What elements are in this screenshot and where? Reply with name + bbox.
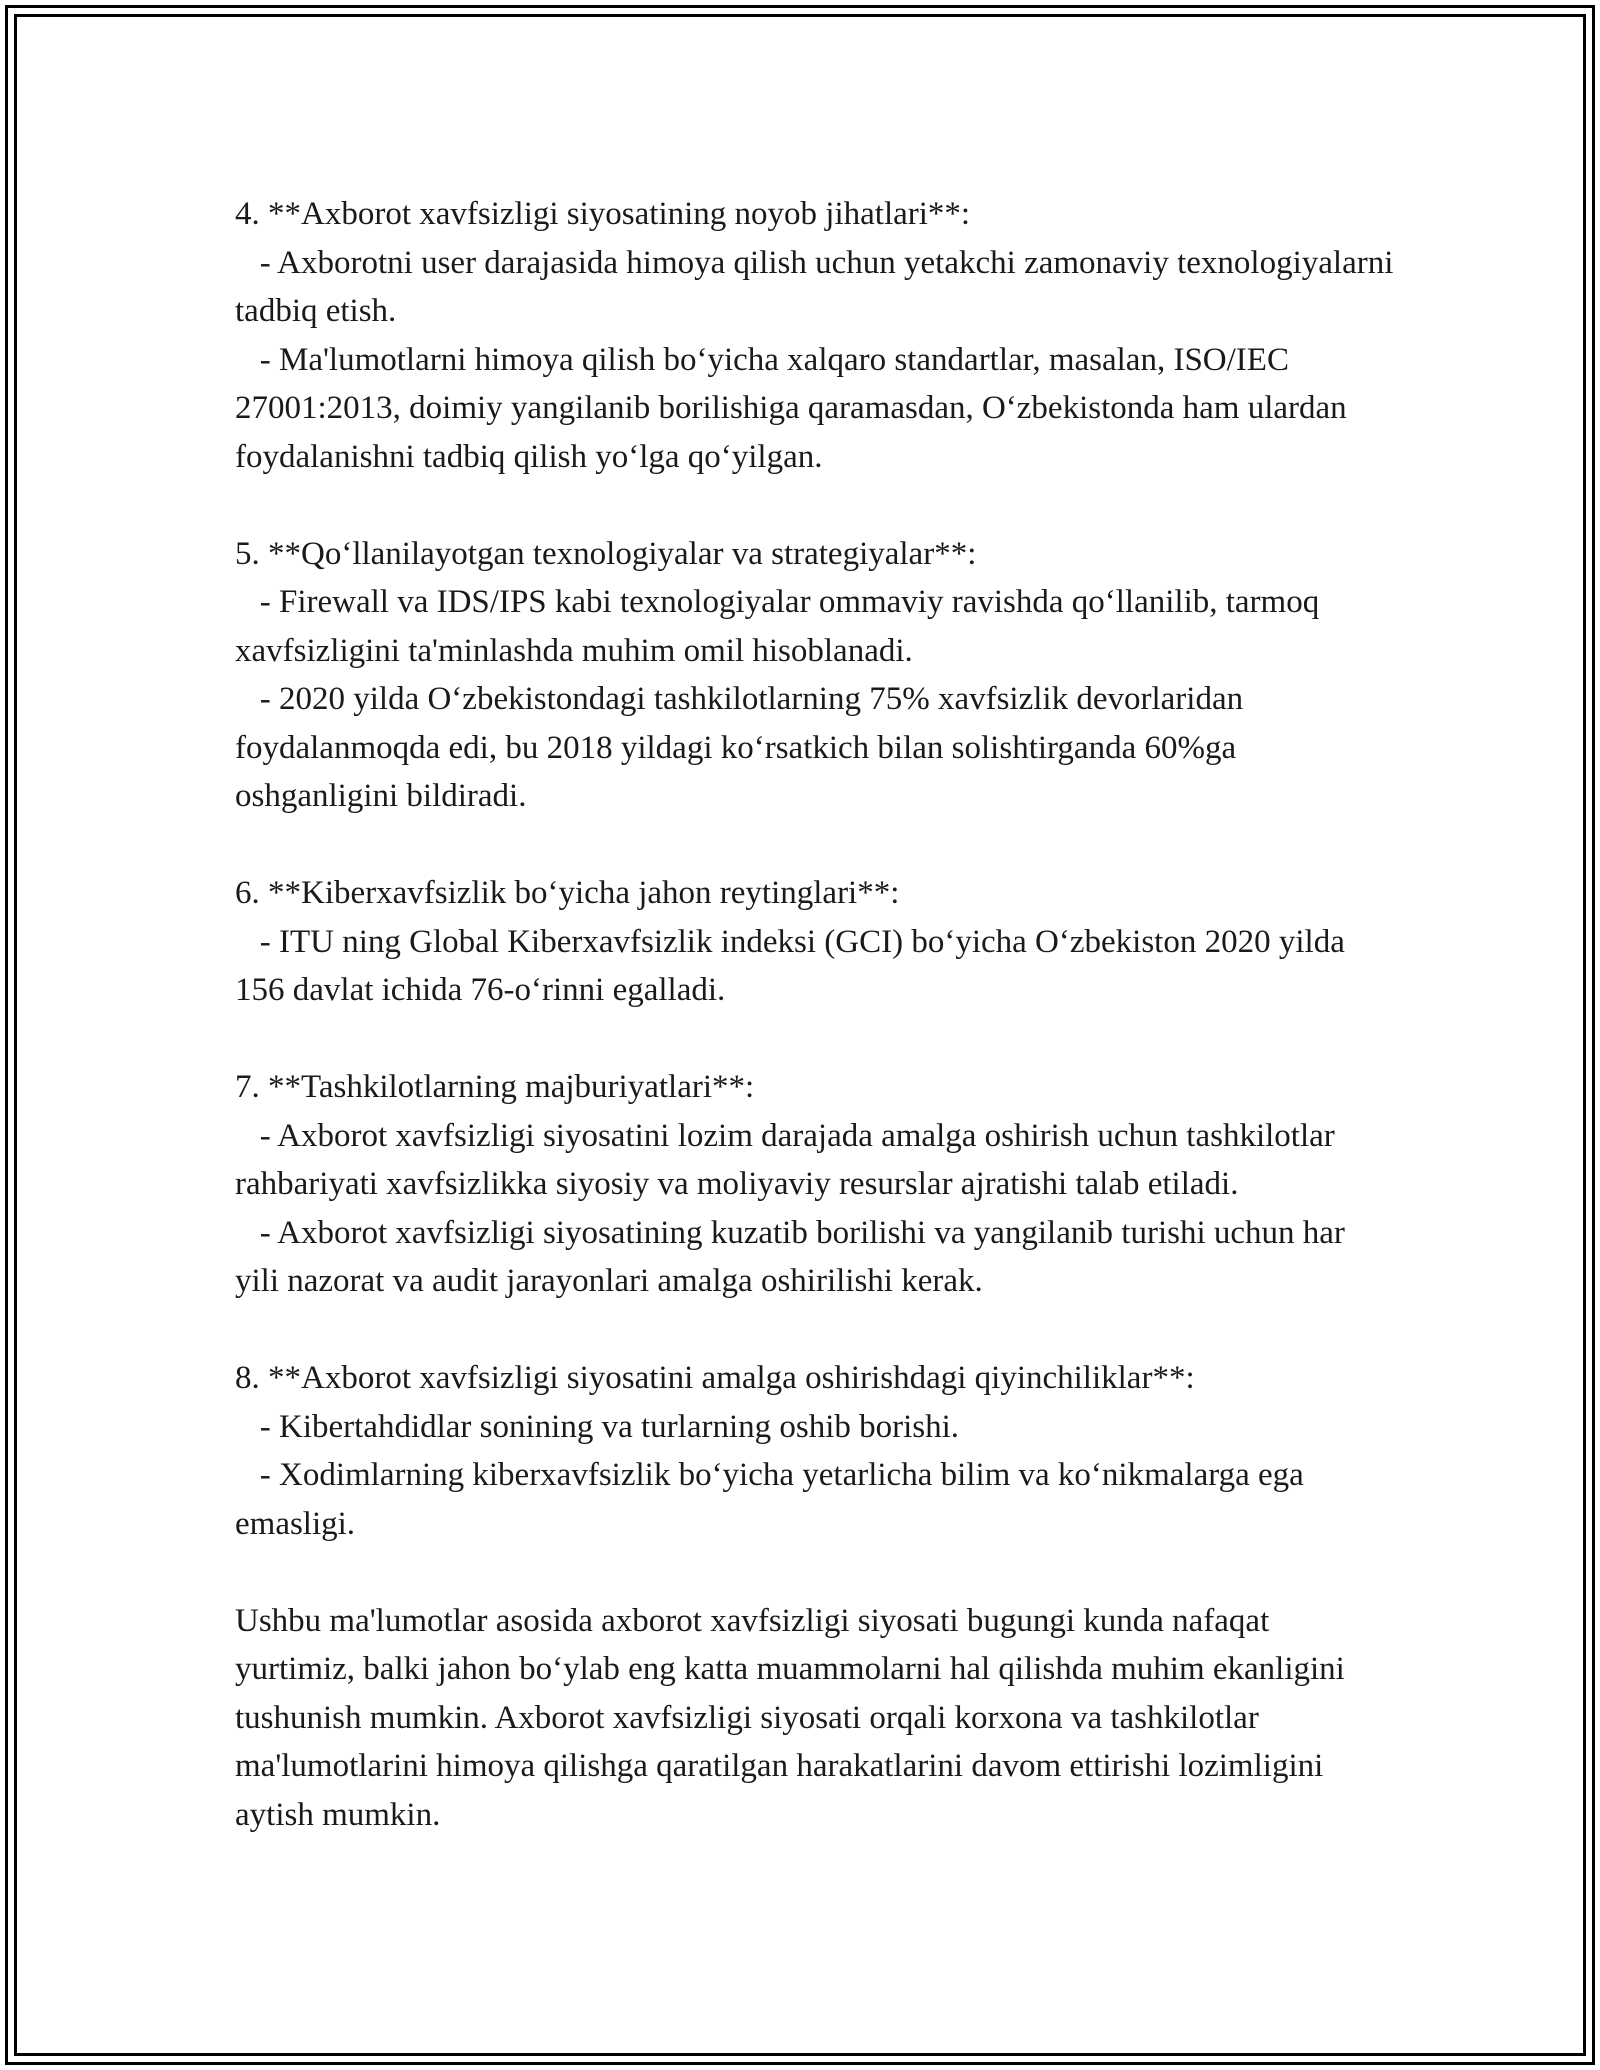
section-5 xyxy=(235,530,1395,821)
bullet-item: - Xodimlarning kiberxavfsizlik bo‘yicha yetarlicha bilim va ko‘nikmalarga ega emasligi. xyxy=(235,1457,1313,1542)
section-heading: 6. **Kiberxavfsizlik bo‘yicha jahon reytinglari**: xyxy=(235,875,900,911)
section-heading: 7. **Tashkilotlarning majburiyatlari**: xyxy=(235,1069,755,1105)
bullet-item: - Firewall va IDS/IPS kabi texnologiyalar ommaviy ravishda qo‘llanilib, tarmoq xavfsizligini ta'minlashda muhim omil hisoblanadi. xyxy=(235,584,1328,669)
bullet-item: - 2020 yilda O‘zbekistondagi tashkilotlarning 75% xavfsizlik devorlaridan foydalanmoqda edi, bu 2018 yildagi ko‘rsatkich bilan solishtirganda 60%ga oshganligini bildiradi. xyxy=(235,681,1252,814)
bullet-item: - Axborot xavfsizligi siyosatini lozim darajada amalga oshirish uchun tashkilotlar rahbariyati xavfsizlikka siyosiy va moliyaviy resurslar ajratishi talab etiladi. xyxy=(235,1117,1344,1202)
section-heading: 5. **Qo‘llanilayotgan texnologiyalar va strategiyalar**: xyxy=(235,535,977,572)
bullet-item: - Axborotni user darajasida himoya qilish uchun yetakchi zamonaviy texnologiyalarni tadbiq etish. xyxy=(235,244,1402,329)
bullet-item: - Ma'lumotlarni himoya qilish bo‘yicha xalqaro standartlar, masalan, ISO/IEC 27001:2013, doimiy yangilanib borilishiga qaramasdan, O‘zbekistonda ham ulardan foydalanishni tadbiq qilish yo‘lga qo‘yilgan. xyxy=(235,341,1355,475)
document-body xyxy=(235,190,1402,1839)
section-4 xyxy=(235,190,1402,481)
bullet-item: - ITU ning Global Kiberxavfsizlik indeksi (GCI) bo‘yicha O‘zbekiston 2020 yilda 156 davlat ichida 76-o‘rinni egalladi. xyxy=(235,923,1354,1008)
section-heading: 4. **Axborot xavfsizligi siyosatining noyob jihatlari**: xyxy=(235,196,971,232)
section-6 xyxy=(235,869,1395,1015)
section-heading: 8. **Axborot xavfsizligi siyosatini amalga oshirishdagi qiyinchiliklar**: xyxy=(235,1360,1195,1396)
bullet-item: - Axborot xavfsizligi siyosatining kuzatib borilishi va yangilanib turishi uchun har yili nazorat va audit jarayonlari amalga oshirilishi kerak. xyxy=(235,1214,1354,1299)
section-7 xyxy=(235,1063,1395,1306)
section-8 xyxy=(235,1354,1395,1548)
bullet-item: - Kibertahdidlar sonining va turlarning oshib borishi. xyxy=(235,1408,960,1445)
conclusion-paragraph: Ushbu ma'lumotlar asosida axborot xavfsizligi siyosati bugungi kunda nafaqat yurtimiz, balki jahon bo‘ylab eng katta muammolarni hal qilishda muhim ekanligini tushunish mumkin. Axborot xavfsizligi siyosati orqali korxona va tashkilotlar ma'lumotlarini himoya qilishga qaratilgan harakatlarini davom ettirishi lozimligini aytish mumkin. xyxy=(235,1602,1354,1833)
